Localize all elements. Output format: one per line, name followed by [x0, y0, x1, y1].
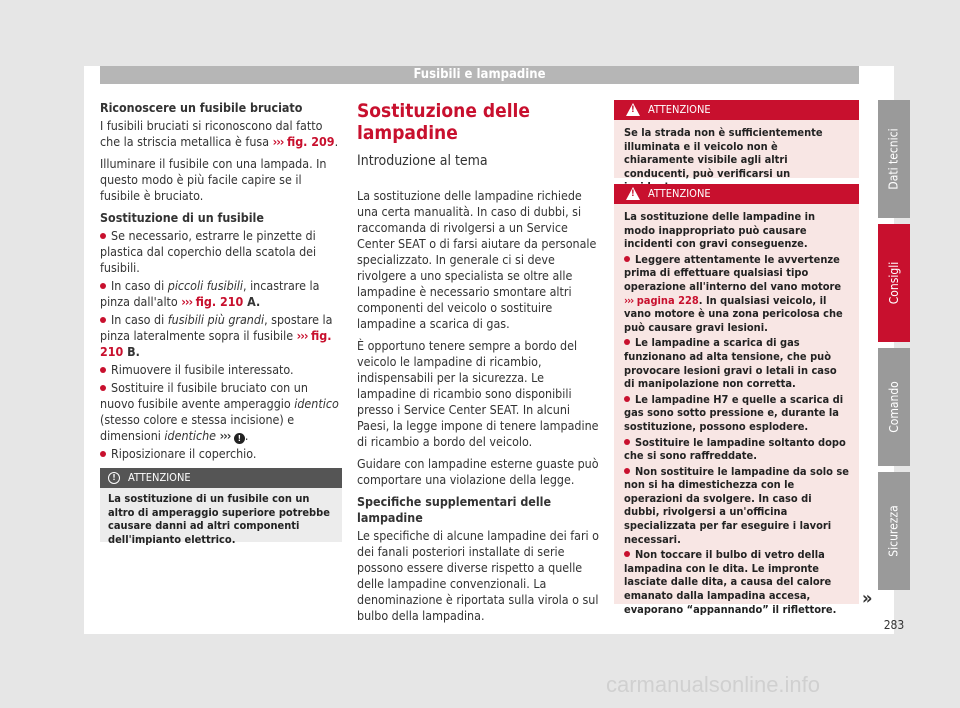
section-title: Sostituzione delle lampadine — [357, 100, 531, 144]
caution-text: La sostituzione di un fusibile con un altro di amperaggio superiore potrebbe causare danni ad altri componenti dell'impianto elettrico. — [108, 492, 330, 546]
warning-header: ! ATTENZIONE — [614, 100, 859, 120]
section-subtitle: Introduzione al tema — [357, 153, 488, 169]
heading-replace-fuse: Sostituzione di un fusibile — [100, 210, 264, 225]
list-item: Le lampadine H7 e quelle a scarica di gas sono sotto pressione e, durante la sostituzione, possono esplodere. — [624, 392, 844, 433]
info-circle-icon: ! — [108, 472, 120, 484]
column-middle — [357, 100, 601, 630]
warning-triangle-icon — [626, 103, 640, 116]
tab-dati-tecnici[interactable]: Dati tecnici — [878, 100, 910, 218]
caution-header: ! ATTENZIONE — [100, 468, 342, 488]
fig-ref-210[interactable]: fig. 210 — [195, 294, 244, 309]
tab-comando[interactable]: Comando — [878, 348, 910, 466]
caution-box — [100, 468, 342, 546]
warning-body — [614, 204, 859, 624]
list-item: Sostituire le lampadine soltanto dopo che si sono raffreddate. — [624, 435, 846, 463]
list-item: In caso di fusibili più grandi, spostare la pinza lateralmente sopra il fusibile ››› fig. 210 B. — [100, 312, 333, 359]
paragraph-specs: Le specifiche di alcune lampadine dei fari o dei fanali posteriori installate di serie possono essere diverse rispetto a quelle delle lampadine convenzionali. La denominazione è riportata sulla virola o sul bulbo della lampadina. — [357, 528, 599, 623]
continue-arrow-icon: » — [862, 588, 873, 609]
list-item: Riposizionare il coperchio. — [100, 446, 342, 462]
heading-recognize-fuse: Riconoscere un fusibile bruciato — [100, 100, 303, 115]
warning-triangle-icon — [626, 187, 640, 200]
list-item: Non sostituire le lampadine da solo se non si ha dimestichezza con le operazioni da svolgere. In caso di dubbi, rivolgersi a un'officina specializzata per far eseguire i lavori necessari. — [624, 464, 849, 546]
paragraph-spare-bulbs: È opportuno tenere sempre a bordo del veicolo le lampadine di ricambio, indispensabili per la sicurezza. Le lampadine di ricambio sono disponibili presso i Service Center SEAT. In alcuni Paesi, la legge impone di tenere lampadine di ricambio a bordo del veicolo. — [357, 338, 599, 449]
warning-box-visibility — [614, 100, 859, 178]
list-item: Rimuovere il fusibile interessato. — [100, 362, 342, 378]
watermark: carmanualsonline.info — [606, 672, 821, 697]
warning-header: ! ATTENZIONE — [614, 184, 859, 204]
list-item: Leggere attentamente le avvertenze prima di effettuare qualsiasi tipo operazione all'interno del vano motore ››› pagina 228. In qualsiasi veicolo, il vano motore è una zona pericolosa che può causare gravi lesioni. — [624, 252, 843, 334]
warning-box-bulbs — [614, 184, 859, 616]
fig-ref-210[interactable]: fig. 210 — [100, 328, 332, 359]
heading-specs: Specifiche supplementari delle lampadine — [357, 494, 552, 525]
list-item: Non toccare il bulbo di vetro della lampadina con le dita. Le impronte lasciate dalle dita, a causa del calore emanato dalla lampadina accesa, evaporano “appannando” il riflettore. — [624, 548, 837, 616]
warning-intro: La sostituzione delle lampadine in modo inappropriato può causare incidenti con gravi conseguenze. — [624, 210, 816, 251]
column-left — [100, 100, 342, 464]
fig-ref-209[interactable]: fig. 209 — [286, 134, 335, 149]
paragraph-lamp: Illuminare il fusibile con una lampada. In questo modo è più facile capire se il fusibile è bruciato. — [100, 156, 327, 203]
tab-sicurezza[interactable]: Sicurezza — [878, 472, 910, 590]
paragraph-law: Guidare con lampadine esterne guaste può comportare una violazione della legge. — [357, 456, 599, 487]
paragraph-intro: La sostituzione delle lampadine richiede una certa manualità. In caso di dubbi, si raccomanda di rivolgersi a un Service Center SEAT o di farsi aiutare da personale specializzato. In generale ci si deve rivolgere a uno specialista se oltre alle lampadine è necessario smontare altri componenti del veicolo o sostituire lampadine a scarica di gas. — [357, 188, 597, 331]
tab-consigli[interactable]: Consigli — [878, 224, 910, 342]
page-ref-228[interactable]: pagina 228 — [636, 293, 699, 307]
paragraph-fuse-melted: I fusibili bruciati si riconoscono dal fatto che la striscia metallica è fusa ››› fig. 209. — [100, 118, 339, 149]
page-header: Fusibili e lampadine — [100, 66, 859, 84]
list-item: Sostituire il fusibile bruciato con un nuovo fusibile avente amperaggio identico (stesso colore e stessa incisione) e dimensioni identiche ››› ! . — [100, 380, 339, 443]
list-item: In caso di piccoli fusibili, incastrare la pinza dall'alto ››› fig. 210 A. — [100, 278, 320, 309]
warning-ref-icon[interactable]: ! — [234, 433, 245, 444]
list-item: Se necessario, estrarre le pinzette di plastica dal coperchio della scatola dei fusibili. — [100, 228, 317, 275]
warning-text: Se la strada non è sufficientemente illuminata e il veicolo non è chiaramente visibile agli altri conducenti, può verificarsi un — [624, 126, 823, 180]
list-item: Le lampadine a scarica di gas funzionano ad alta tensione, che può provocare lesioni gravi o letali in caso di manipolazione non corretta. — [624, 336, 837, 391]
page-number: 283 — [883, 618, 905, 632]
